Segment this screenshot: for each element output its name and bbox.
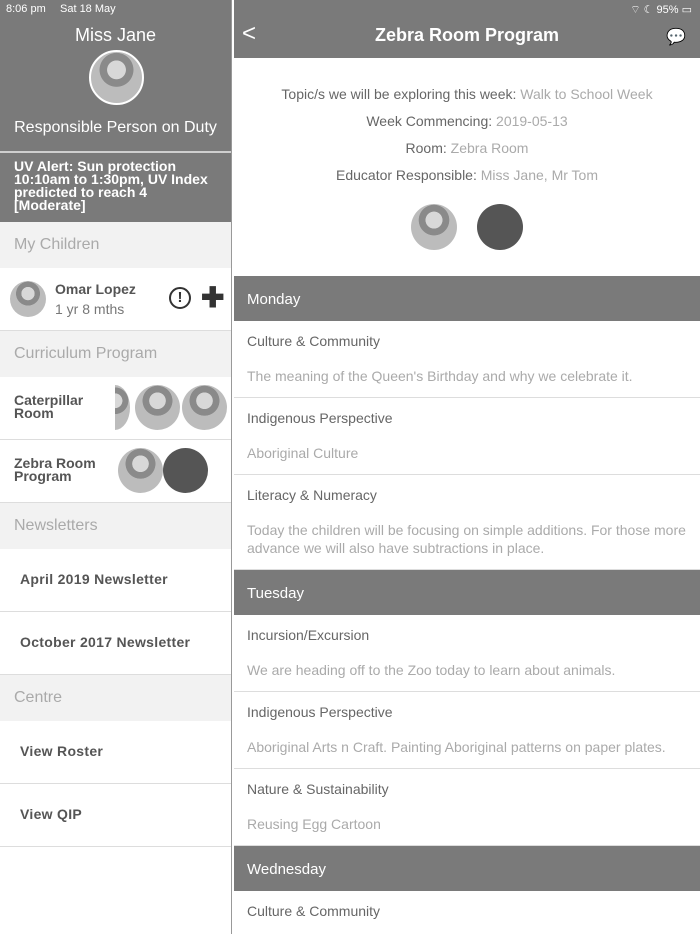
activity-description: Aboriginal Culture [247,445,359,461]
newsletter-item[interactable]: October 2017 Newsletter [0,612,231,675]
alert-icon[interactable]: ! [169,287,191,309]
activity-item [234,769,700,846]
battery-status: ⌔ ☾ 95% ▭ [630,4,692,16]
info-label: Room: [405,140,447,156]
info-value: Zebra Room [450,140,529,156]
educator-avatar [477,204,523,250]
page-title: Zebra Room Program [374,25,560,45]
section-centre: Centre [0,675,231,721]
day-list [234,276,700,934]
info-value: Miss Jane, Mr Tom [480,167,598,183]
educator-avatar [135,385,180,430]
activity-description: Aboriginal Arts n Craft. Painting Aboriginal patterns on paper plates. [247,739,666,755]
activity-item [234,321,700,398]
activity-item [234,398,700,475]
room-caterpillar[interactable] [0,377,231,440]
section-curriculum: Curriculum Program [0,331,231,377]
status-time: 8:06 pm [6,3,46,15]
info-value: Walk to School Week [520,86,653,102]
activity-description: The meaning of the Queen's Birthday and why we celebrate it. [247,368,633,384]
uv-alert: UV Alert: Sun protection 10:10am to 1:30pm, UV Index predicted to reach 4 [Moderate] [0,151,231,222]
educator-avatar [182,385,227,430]
view-roster-link[interactable]: View Roster [0,721,231,784]
avatar[interactable] [89,50,144,105]
user-name: Miss Jane [74,25,157,45]
child-avatar [10,281,46,317]
medical-plus-icon[interactable]: ✚ [201,282,225,313]
educator-avatar [163,448,208,493]
activity-title: Indigenous Perspective [247,410,393,426]
activity-item [234,891,700,934]
user-role: Responsible Person on Duty [14,119,217,136]
activity-title: Incursion/Excursion [247,627,370,643]
sidebar [0,0,232,934]
info-value: 2019-05-13 [496,113,568,129]
activity-title: Nature & Sustainability [247,781,389,797]
child-row[interactable] [0,268,231,331]
view-qip-link[interactable]: View QIP [0,784,231,847]
activity-description: Today the children will be focusing on simple additions. For those more advance we will also have subtractions in place. [247,522,686,556]
child-name: Omar Lopez [55,281,136,297]
room-name: Caterpillar Room [14,392,84,421]
info-label: Week Commencing: [366,113,493,129]
chat-icon[interactable]: 💬 [666,29,686,46]
activity-title: Culture & Community [247,333,381,349]
activity-description: Reusing Egg Cartoon [247,816,381,832]
activity-title: Culture & Community [247,903,381,919]
educator-avatar [118,448,163,493]
room-name: Zebra Room Program [14,455,96,484]
battery-level: 95% [656,4,679,16]
room-zebra[interactable] [0,440,231,503]
main-panel [234,0,700,934]
activity-item [234,615,700,692]
activity-title: Indigenous Perspective [247,704,393,720]
nav-bar [234,0,700,58]
section-newsletters: Newsletters [0,503,231,549]
info-label: Educator Responsible: [336,167,477,183]
newsletter-item[interactable]: April 2019 Newsletter [0,549,231,612]
educator-avatar [100,385,130,430]
status-date: Sat 18 May [60,3,116,15]
activity-title: Literacy & Numeracy [247,487,377,503]
child-age: 1 yr 8 mths [55,301,125,317]
educator-avatar [411,204,457,250]
program-info [234,58,700,276]
activity-item [234,692,700,769]
day-header: Wednesday [234,846,700,891]
sidebar-header [0,0,231,151]
activity-item [234,475,700,570]
info-label: Topic/s we will be exploring this week: [281,86,517,102]
day-header: Tuesday [234,570,700,615]
day-header: Monday [234,276,700,321]
back-chevron-icon[interactable]: < [242,20,257,47]
section-my-children: My Children [0,222,231,268]
activity-description: We are heading off to the Zoo today to learn about animals. [247,662,616,678]
